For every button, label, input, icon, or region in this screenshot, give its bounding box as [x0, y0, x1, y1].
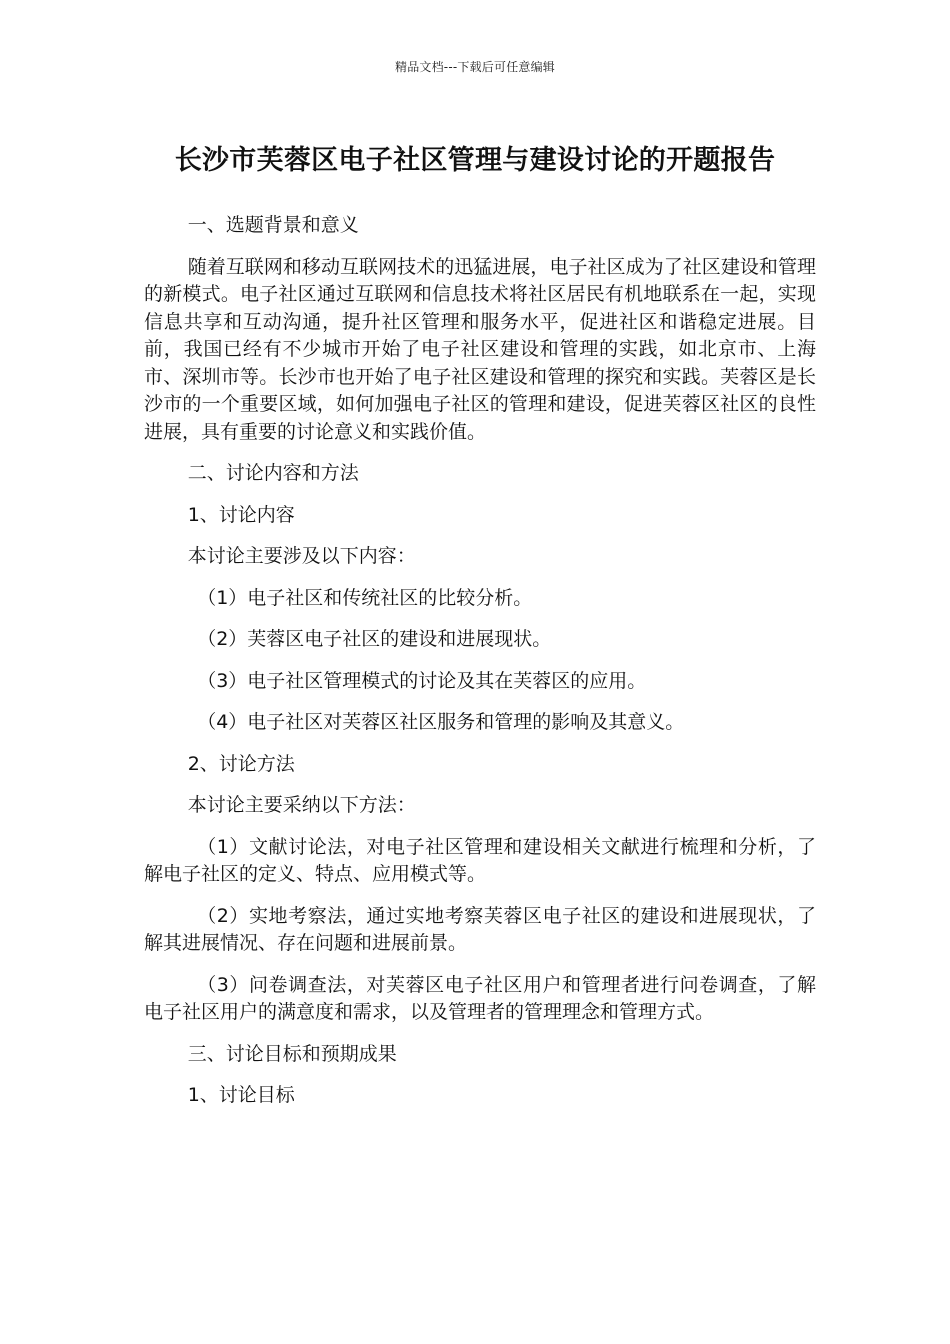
subheading-research-goal: 1、讨论目标	[187, 1084, 295, 1106]
method-item-1: （1）文献讨论法，对电子社区管理和建设相关文献进行梳理和分析，了解电子社区的定义、特点、应用模式等。	[144, 835, 816, 885]
subheading-research-content: 1、讨论内容	[187, 503, 295, 526]
document-title: 长沙市芙蓉区电子社区管理与建设讨论的开题报告	[174, 145, 776, 176]
section-heading-2: 二、讨论内容和方法	[187, 462, 359, 484]
content-item-2: （2）芙蓉区电子社区的建设和进展现状。	[197, 628, 552, 650]
header-note: 精品文档---下载后可任意编辑	[395, 60, 555, 74]
method-item-2: （2）实地考察法，通过实地考察芙蓉区电子社区的建设和进展现状，了解其进展情况、存在问题和进展前景。	[144, 904, 816, 954]
section-heading-1: 一、选题背景和意义	[187, 214, 359, 236]
content-item-4: （4）电子社区对芙蓉区社区服务和管理的影响及其意义。	[197, 711, 685, 733]
document-body	[144, 212, 816, 1124]
content-item-1: （1）电子社区和传统社区的比较分析。	[197, 586, 533, 609]
background-paragraph: 随着互联网和移动互联网技术的迅猛进展，电子社区成为了社区建设和管理的新模式。电子社区通过互联网和信息技术将社区居民有机地联系在一起，实现信息共享和互动沟通，提升社区管理和服务水平，促进社区和谐稳定进展。目前，我国已经有不少城市开始了电子社区建设和管理的实践，如北京市、上海市、深圳市等。长沙市也开始了电子社区建设和管理的探究和实践。芙蓉区是长沙市的一个重要区域，如何加强电子社区的管理和建设，促进芙蓉区社区的良性进展，具有重要的讨论意义和实践价值。	[144, 255, 816, 443]
method-item-3: （3）问卷调查法，对芙蓉区电子社区用户和管理者进行问卷调查，了解电子社区用户的满意度和需求，以及管理者的管理理念和管理方式。	[144, 973, 816, 1023]
subheading-research-method: 2、讨论方法	[187, 752, 295, 775]
section-heading-3: 三、讨论目标和预期成果	[187, 1042, 397, 1065]
content-item-3: （3）电子社区管理模式的讨论及其在芙蓉区的应用。	[197, 669, 647, 692]
content-intro: 本讨论主要涉及以下内容：	[187, 545, 416, 567]
method-intro: 本讨论主要采纳以下方法：	[187, 794, 416, 816]
